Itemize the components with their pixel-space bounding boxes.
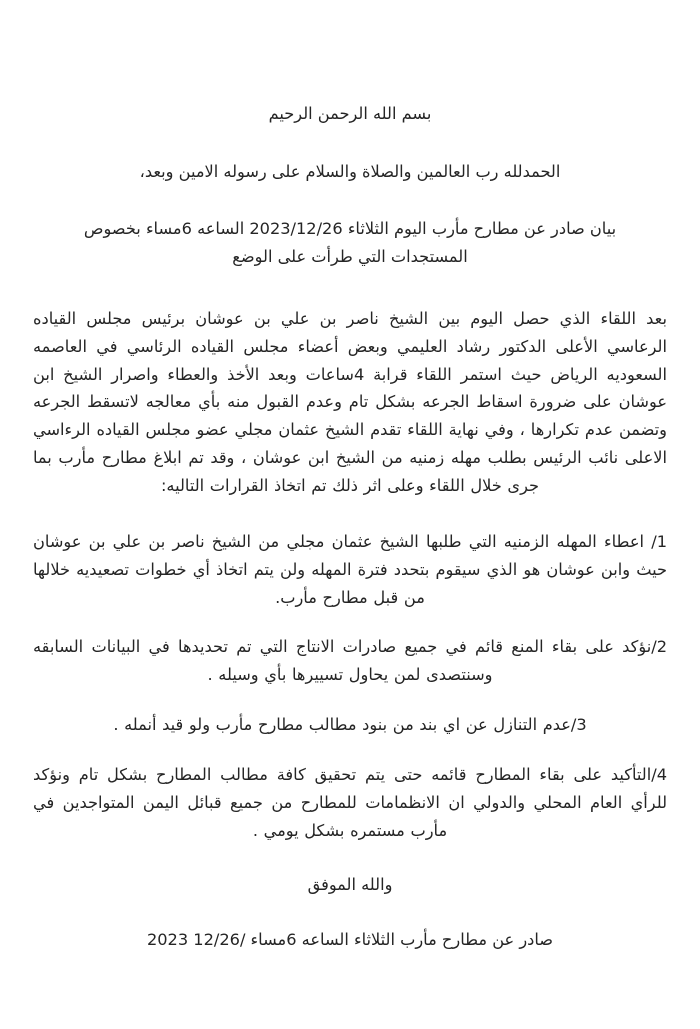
closing-line: والله الموفق <box>307 874 393 894</box>
main-paragraph: بعد اللقاء الذي حصل اليوم بين الشيخ ناصر بن علي بن عوشان برئيس مجلس القياده الرعاسي الأعلى الدكتور رشاد العليمي وبعض أعضاء مجلس القياده الرئاسي في العاصمه السعوديه الرياض حيث استمر اللقاء قرابة 4ساعات وبعد الأخذ والعطاء واصرار الشيخ ابن عوشان على ضرورة اسقاط الجرعه بشكل تام وعدم القبول منه بأي معالجه لاتسقط الجرعه وتضمن عدم تكرارها ، وفي نهاية اللقاء تقدم الشيخ عثمان مجلي عضو مجلس القياده الرءاسي الاعلى نائب الرئيس بطلب مهله زمنيه من الشيخ ابن عوشان ، وقد تم ابلاغ مطارح مأرب بما جرى خلال اللقاء وعلى اثر ذلك تم اتخاذ القرارات التاليه: <box>33 308 667 495</box>
decision-item-3: 3/عدم التنازل عن اي بند من بنود مطالب مطارح مأرب ولو قيد أنمله . <box>113 715 587 735</box>
basmala-line: بسم الله الرحمن الرحيم <box>268 104 432 123</box>
issued-line: صادر عن مطارح مأرب الثلاثاء الساعه 6مساء /12/26 2023 <box>146 930 554 950</box>
salutation-line: الحمدلله رب العالمين والصلاة والسلام على رسوله الامين وبعد، <box>139 161 561 181</box>
document-body <box>33 100 667 954</box>
decision-item-1: 1/ اعطاء المهله الزمنيه التي طلبها الشيخ عثمان مجلي من الشيخ ناصر بن علي بن عوشان حيث وابن عوشان هو الذي سيقوم بتحدد فترة المهله ولن يتم اتخاذ أي خطوات تصعيديه خلالها من قبل مطارح مأرب. <box>33 531 667 607</box>
statement-header: بيان صادر عن مطارح مأرب اليوم الثلاثاء 2023/12/26 الساعه 6مساء بخصوص المستجدات التي طرأت على الوضع <box>83 219 617 266</box>
decision-item-4: 4/التأكيد على بقاء المطارح قائمه حتى يتم تحقيق كافة مطالب المطارح بشكل تام ونؤكد للرأي العام المحلي والدولي ان الانظمامات للمطارح من جميع قبائل اليمن المتواجدين في مأرب مستمره بشكل يومي . <box>33 764 667 840</box>
decision-item-2: 2/نؤكد على بقاء المنع قائم في جميع صادرات الانتاج التي تم تحديدها في البيانات السابقه وسنتصدى لمن يحاول تسييرها بأي وسيله . <box>33 637 667 685</box>
